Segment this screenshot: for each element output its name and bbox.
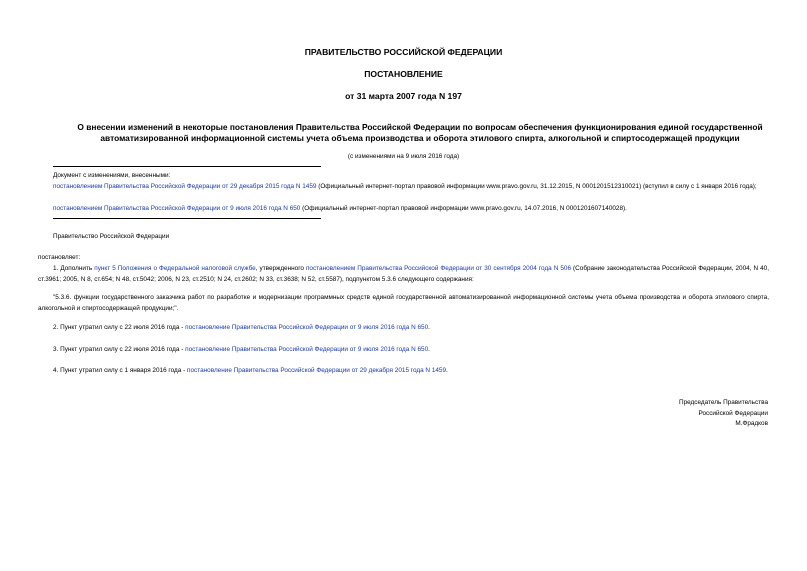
paragraph-3-text: 3. Пункт утратил силу с 22 июля 2016 года -: [53, 346, 186, 353]
paragraph-1-middle: , утвержденного: [255, 265, 306, 272]
resolves-text: постановляет:: [38, 254, 81, 261]
changes-note: (с изменениями на 9 июля 2016 года): [347, 153, 460, 160]
document-type-heading: ПОСТАНОВЛЕНИЕ: [364, 69, 443, 79]
signature-title-line-2: Российской Федерации: [698, 410, 768, 417]
amendment-item-1: [53, 181, 769, 192]
government-heading: ПРАВИТЕЛЬСТВО РОССИЙСКОЙ ФЕДЕРАЦИИ: [304, 47, 503, 57]
paragraph-3-end: .: [428, 346, 430, 353]
paragraph-3-link-650[interactable]: постановление Правительства Российской Федерации от 9 июля 2016 года N 650: [185, 346, 429, 353]
amendment-link-650[interactable]: постановлением Правительства Российской Федерации от 9 июля 2016 года N 650: [53, 205, 301, 212]
resolution-506-link[interactable]: постановлением Правительства Российской Федерации от 30 сентября 2004 года N 506: [305, 265, 572, 272]
paragraph-3: [53, 344, 769, 355]
amendments-bottom-divider: [53, 218, 321, 219]
paragraph-4-end: .: [446, 367, 448, 374]
paragraph-2-link-650[interactable]: постановление Правительства Российской Федерации от 9 июля 2016 года N 650: [185, 324, 429, 331]
paragraph-2-end: .: [428, 324, 430, 331]
paragraph-2-text: 2. Пункт утратил силу с 22 июля 2016 года -: [53, 324, 186, 331]
amendment-item-2-text: (Официальный интернет-портал правовой информации www.pravo.gov.ru, 14.07.2016, N 0001201607140028).: [300, 205, 627, 212]
amendment-link-1459[interactable]: постановлением Правительства Российской Федерации от 29 декабря 2015 года N 1459: [53, 183, 317, 190]
amendment-item-1-text: (Официальный интернет-портал правовой информации www.pravo.gov.ru, 31.12.2015, N 0001201512310021) (вступил в силу с 1 января 2016 года);: [316, 183, 757, 190]
signature-title-line-1: Председатель Правительства: [679, 399, 768, 406]
amendments-intro: Документ с изменениями, внесенными:: [53, 172, 171, 179]
amendment-item-2: [53, 203, 769, 214]
amendments-top-divider: [53, 166, 321, 167]
signature-name: М.Фрадков: [735, 420, 768, 427]
document-date-number: от 31 марта 2007 года N 197: [345, 91, 462, 101]
paragraph-2: [53, 322, 769, 333]
paragraph-4: [53, 365, 769, 376]
paragraph-4-text: 4. Пункт утратил силу с 1 января 2016 года -: [53, 367, 187, 374]
paragraph-1-start: 1. Дополнить: [53, 265, 95, 272]
paragraph-4-link-1459[interactable]: постановление Правительства Российской Федерации от 29 декабря 2015 года N 1459: [187, 367, 447, 374]
paragraph-1-end: (Собрание законодательства Российской Федерации, 2004, N 40, ст.3961; 2005, N 8, ст.654; N 48, ст.5042; 2006, N 23, ст.2510; N 24, ст.2602; N 33, ст.3638; N 52, ст.5587), подпунктом 5.3.6 следующего содержания:: [38, 265, 769, 283]
paragraph-1-quote: "5.3.6. функции государственного заказчика работ по разработке и модернизации программных средств единой государственной автоматизированной информационной системы учета объема производства и оборота этилового спирта, алкогольной и спиртосодержащей продукции;".: [38, 294, 769, 312]
paragraph-1: [38, 263, 769, 285]
issuer-text: Правительство Российской Федерации: [53, 233, 170, 240]
tax-service-regulation-link[interactable]: пункт 5 Положения о Федеральной налоговой службе: [94, 265, 256, 272]
document-subject-title: О внесении изменений в некоторые постановления Правительства Российской Федерации по вопросам обеспечения функционирования единой государственной автоматизированной информационной системы учета объема производства и оборота этилового спирта, алкогольной и спиртосодержащей продукции: [77, 122, 763, 143]
